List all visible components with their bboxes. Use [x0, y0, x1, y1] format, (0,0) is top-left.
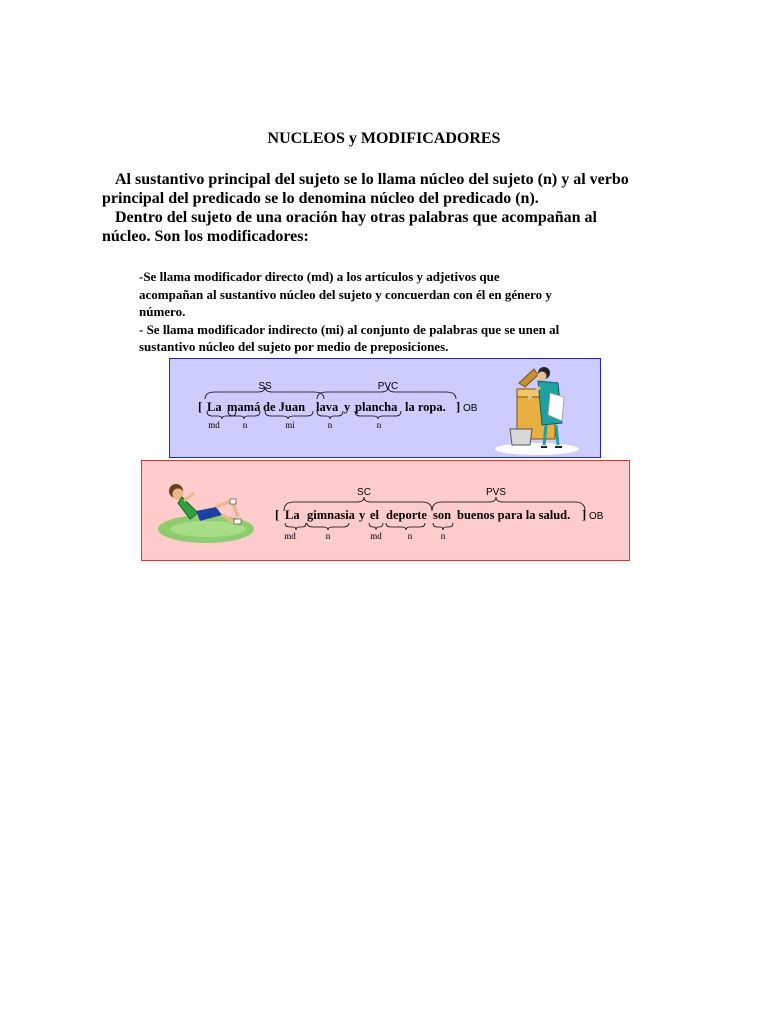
subject-brace: [205, 387, 324, 399]
mark: n: [327, 420, 333, 430]
definition-line: -Se llama modificador directo (md) a los artículos y adjetivos que: [139, 269, 500, 284]
definition-line: acompañan al sustantivo núcleo del sujeto y concuerdan con él en género y: [139, 286, 552, 302]
word: lava: [316, 400, 339, 414]
laundry-illustration-icon: [495, 367, 579, 455]
mark: n: [325, 531, 331, 541]
intro-line: núcleo. Son los modificadores:: [102, 228, 309, 245]
intro-line: principal del predicado se lo denomina núcleo del predicado (n).: [102, 190, 539, 207]
mark: n: [407, 531, 413, 541]
predicate-label: PVS: [485, 487, 507, 498]
intro-line: Dentro del sujeto de una oración hay otras palabras que acompañan al: [115, 209, 597, 226]
word: gimnasia: [307, 508, 355, 522]
word: plancha: [355, 400, 398, 414]
mark: md: [370, 531, 382, 541]
close-bracket: ]: [456, 400, 461, 414]
word: y: [359, 508, 366, 522]
exercise-illustration-icon: [158, 484, 254, 543]
example-box-1: [169, 358, 601, 458]
definition-line: sustantivo núcleo del sujeto por medio de preposiciones.: [139, 339, 449, 354]
mark: n: [440, 531, 446, 541]
definition-line: número.: [139, 304, 186, 319]
mark: md: [284, 531, 296, 541]
word: deporte: [386, 508, 427, 522]
open-bracket: [: [275, 508, 280, 522]
word: La: [207, 400, 222, 414]
word: son: [433, 508, 452, 522]
underbrace: [386, 523, 425, 530]
word: y: [344, 400, 351, 414]
word: la ropa.: [405, 400, 446, 414]
sentence-analysis-2: [142, 461, 628, 559]
word: el: [370, 508, 380, 522]
underbrace: [307, 523, 349, 530]
subject-label: SC: [357, 487, 371, 498]
mark: n: [242, 420, 248, 430]
definition-line: - Se llama modificador indirecto (mi) al conjunto de palabras que se unen al: [139, 321, 560, 337]
sentence-type-label: OB: [589, 511, 604, 522]
mark: md: [208, 420, 220, 430]
open-bracket: [: [198, 400, 203, 414]
underbrace: [433, 523, 453, 530]
mark: n: [376, 420, 382, 430]
intro-line: Al sustantivo principal del sujeto se lo llama núcleo del sujeto (n) y al verbo: [115, 171, 629, 188]
word: mamá: [227, 400, 261, 414]
sentence-type-label: OB: [463, 403, 478, 414]
underbrace: [369, 523, 383, 530]
sentence-analysis-1: [170, 359, 600, 456]
underbrace: [285, 523, 306, 530]
page-title: NUCLEOS y MODIFICADORES: [267, 130, 501, 147]
mark: mi: [285, 420, 295, 430]
predicate-label: PVC: [377, 381, 399, 392]
close-bracket: ]: [582, 508, 587, 522]
word: buenos para la salud.: [457, 508, 571, 522]
word: La: [285, 508, 300, 522]
definitions-list: [139, 268, 639, 356]
word: de Juan: [263, 400, 306, 414]
intro-paragraph: [102, 170, 667, 246]
subject-label: SS: [258, 381, 272, 392]
example-box-2: [141, 460, 630, 561]
